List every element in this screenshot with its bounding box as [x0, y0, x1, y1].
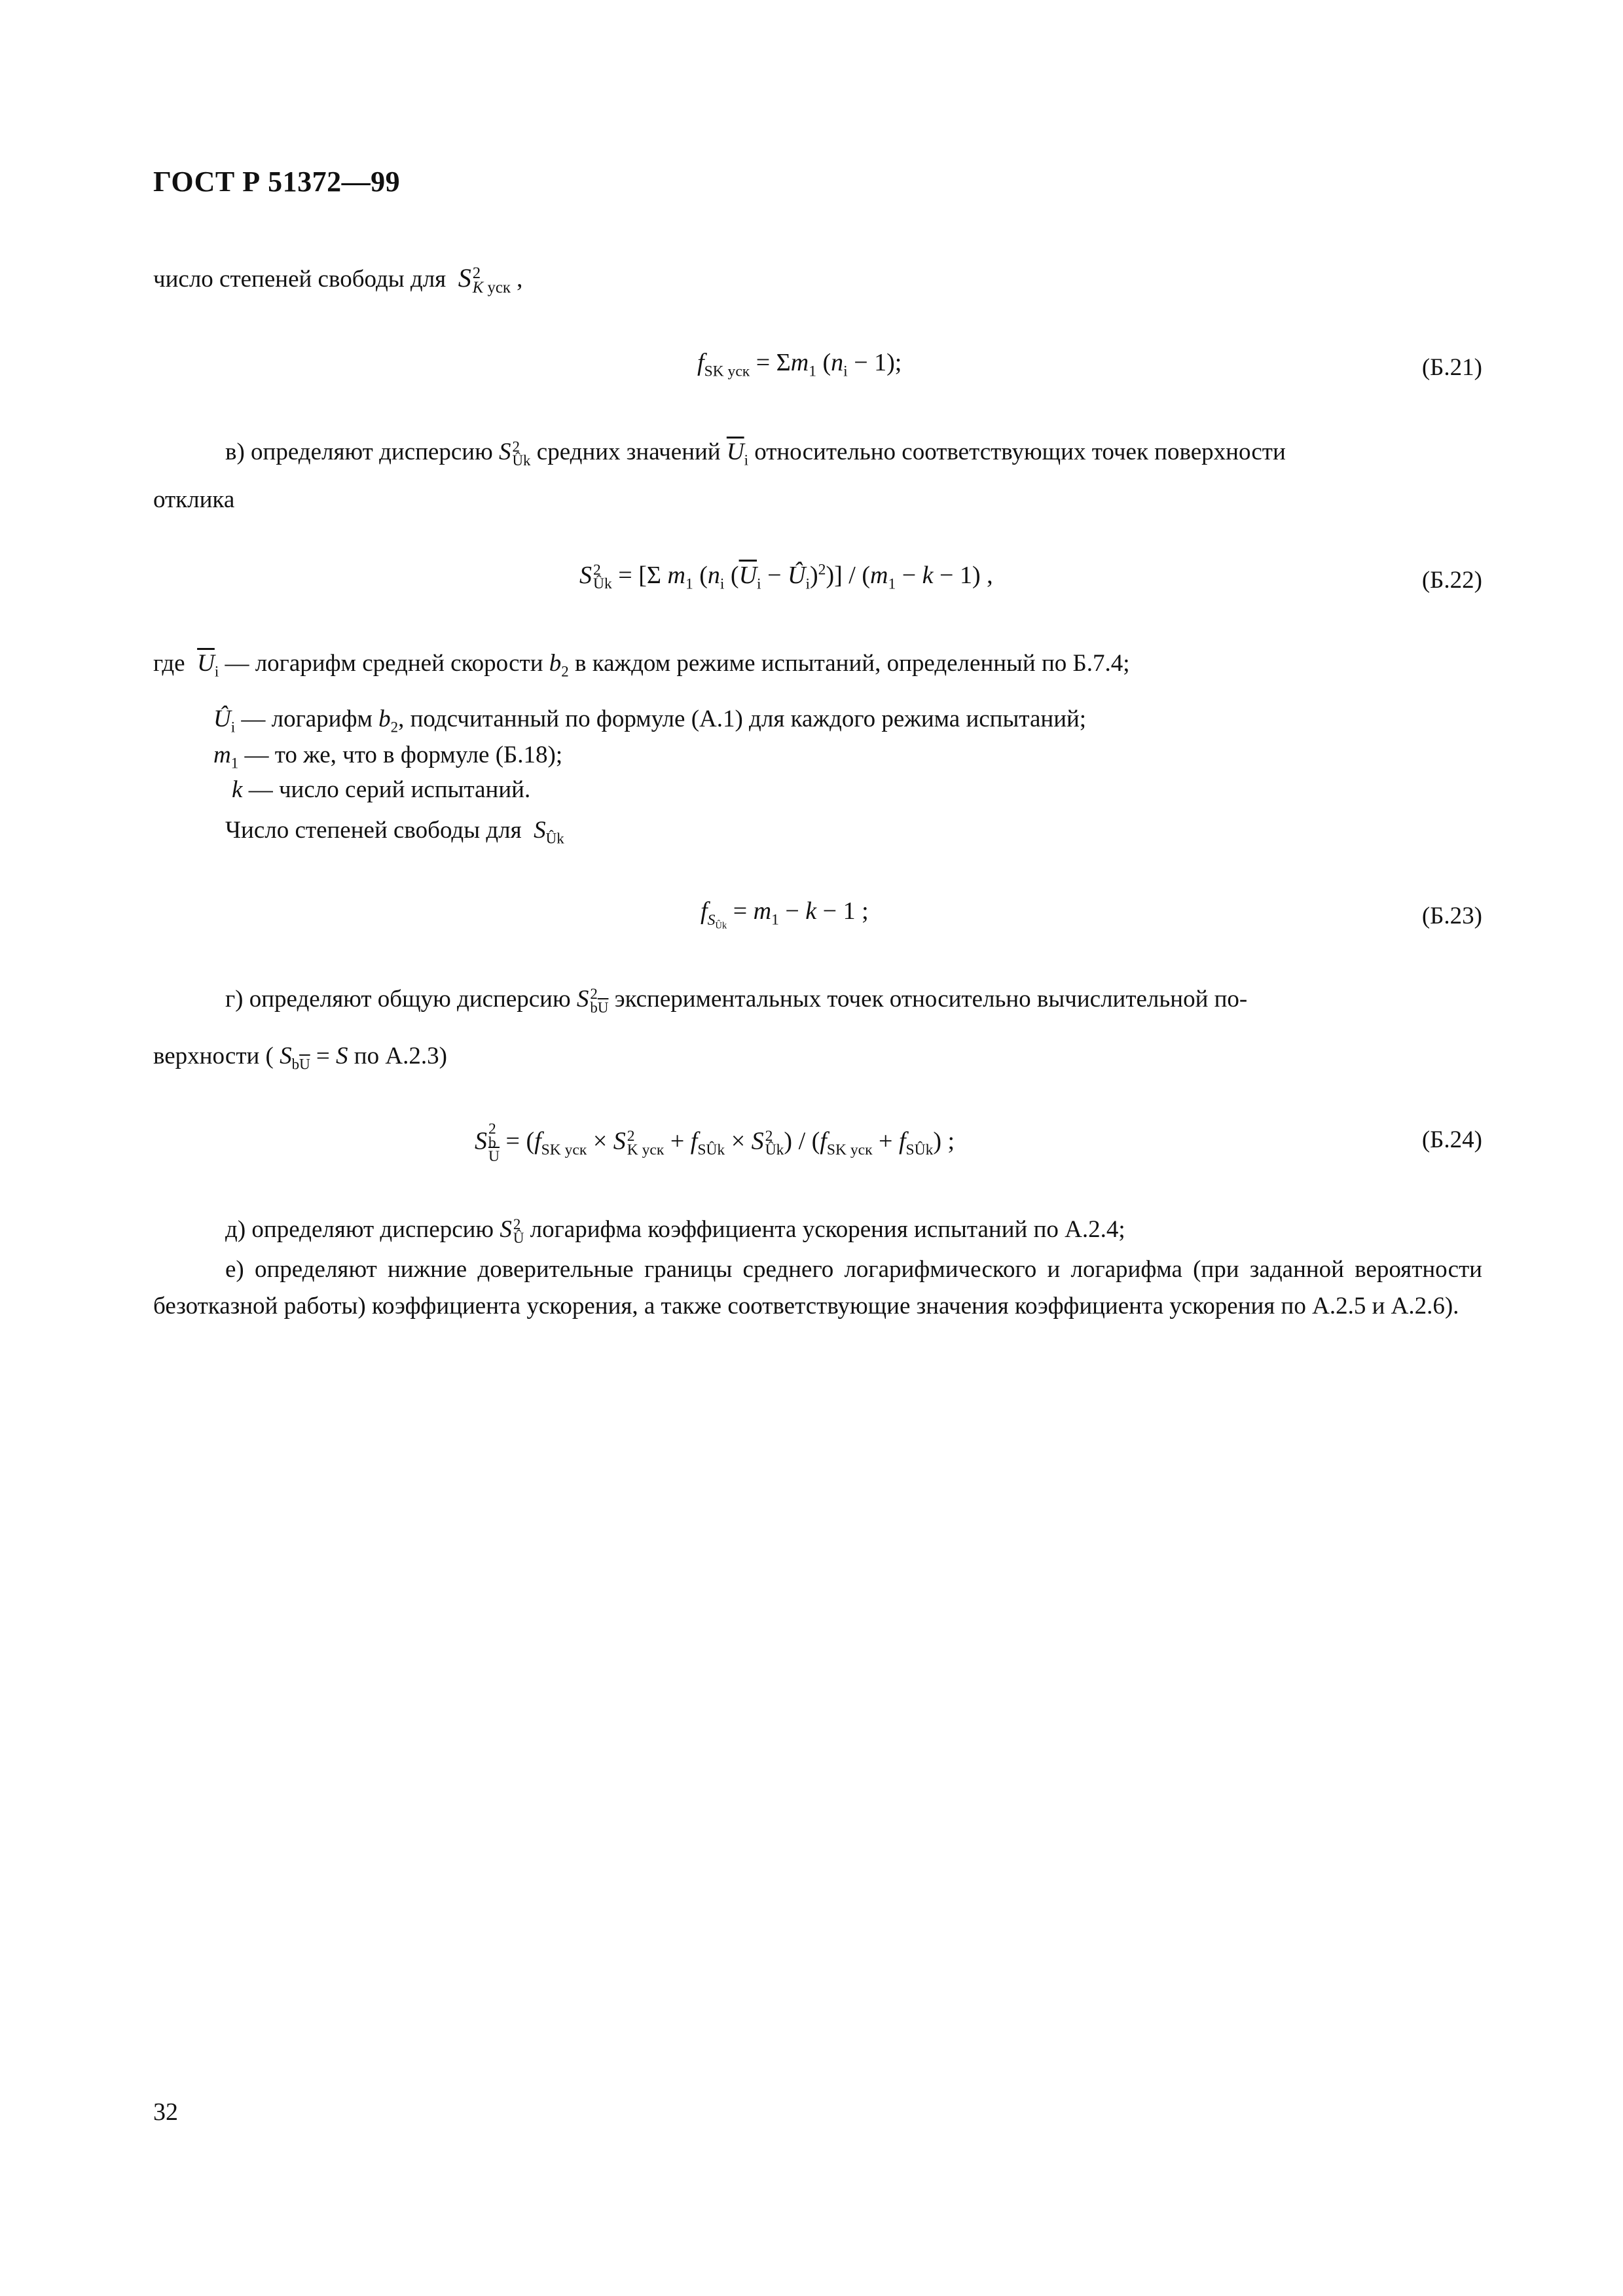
item-v-cont: отклика: [153, 486, 235, 513]
intro-line: число степеней свободы для S 2 K уск ,: [153, 263, 523, 296]
where-line-uhat: $Û_i$ — логарифм $b_2$, подсчитанный по формуле (А.1) для каждого режима испытаний;: [213, 706, 1087, 736]
equation-number-b24: (Б.24): [1421, 1126, 1482, 1153]
formula-symbol: $\overline{U}_i$: [197, 650, 219, 680]
item-v-line: в) определяют дисперсию S 2 Ûk средних значений $\overline{U}_i$ относительно соответствующих точек поверхности: [225, 438, 1286, 469]
formula-symbol: S 2 Ûk: [498, 438, 531, 469]
equation-number-b21: (Б.21): [1421, 354, 1482, 381]
formula-b21: $f_{SK уск} = \Sigma m_1$ $(n_i - 1)$;: [697, 349, 902, 380]
where-line-k: k — число серий испытаний.: [232, 776, 531, 803]
where-line-m: $m_1$ — то же, что в формуле (Б.18);: [213, 742, 563, 772]
formula-b22: S 2 Ûk = [Σ $m_1$ ($n_i$ ($\overline{U}_i$ − $Û_i)^2)] / (m_1 - k - 1)$ ,: [579, 561, 993, 593]
item-e-paragraph: е) определяют нижние доверительные границы среднего логарифмического и логарифма (при заданной вероятности безотказной работы) коэффициента ускорения, а также соответствующие значения коэффициента ускорения по А.2.5 и А.2.6).: [153, 1256, 1482, 1319]
formula-symbol: S 2 $b\overline{U}$: [576, 985, 609, 1016]
item-d-line: д) определяют дисперсию S 2 Û логарифма коэффициента ускорения испытаний по А.2.4;: [225, 1215, 1125, 1246]
item-g-line: г) определяют общую дисперсию S 2 $b\overline{U}$ экспериментальных точек относительно вычислительной по-: [225, 985, 1248, 1016]
formula-symbol: $Û_i$: [213, 706, 236, 736]
dof-line: Число степеней свободы для $S_{Ûk}$: [225, 817, 564, 847]
page-number: 32: [153, 2098, 178, 2126]
formula-b23: $f_{S_{Ûk}} = m_1 - k - 1$ ;: [701, 897, 869, 931]
formula-b24: S 2 b $\overline{U}$ = ($f_{SK уск} \times S$ 2 K уск + $f_{SÛk} \times S$ 2 Ûk ) / $(f_{SK уск} + f_{SÛk})$ ;: [475, 1121, 955, 1166]
document-id: ГОСТ Р 51372—99: [153, 166, 401, 198]
equation-number-b22: (Б.22): [1421, 567, 1482, 594]
formula-symbol: S 2 Û: [500, 1215, 524, 1246]
intro-text: число степеней свободы для: [153, 266, 447, 293]
item-g-cont: верхности ( $S_{b\overline{U}} = S$ по А.2.3): [153, 1043, 447, 1073]
where-line-u: где $\overline{U}_i$ — логарифм средней скорости $b_2$ в каждом режиме испытаний, определенный по Б.7.4;: [153, 650, 1130, 680]
equation-number-b23: (Б.23): [1421, 903, 1482, 929]
formula-symbol: S 2 K уск: [458, 263, 511, 296]
formula-symbol: $\overline{U}_i$: [726, 439, 748, 469]
